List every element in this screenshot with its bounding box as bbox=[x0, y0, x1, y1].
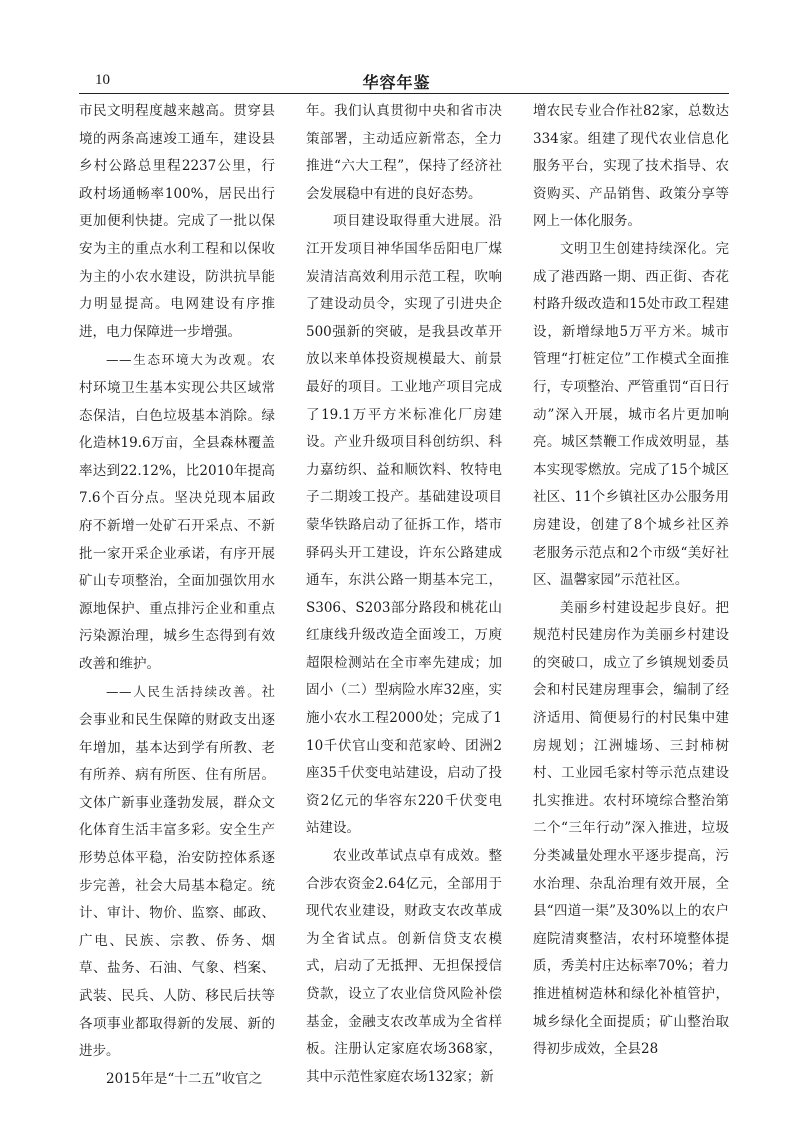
paragraph bbox=[79, 346, 275, 678]
column-1 bbox=[79, 98, 275, 1108]
paragraph-body: 农村环境卫生基本实现公共区域常态保洁，白色垃圾基本消除。绿化造林19.6万亩，全县森林覆盖率达到22.12%，比2010年提高7.6个百分点。坚决兑现本届政府不新增一处矿石开采点、不新批一家开采企业承诺，有序开展矿山专项整治，全面加强饮用水源地保护、重点排污企业和重点污染源治理，城乡生态得到有效改善和维护。 bbox=[79, 352, 275, 672]
paragraph: 市民文明程度越来越高。贯穿县境的两条高速竣工通车，建设县乡村公路总里程2237公里，行政村场通畅率100%，居民出行更加便利快捷。完成了一批以保安为主的重点水利工程和以保收为主的小农水建设，防洪抗旱能力明显提高。电网建设有序推进，电力保障进一步增强。 bbox=[79, 103, 275, 340]
paragraph: 文明卫生创建持续深化。完成了港西路一期、西正街、杏花村路升级改造和15处市政工程建设，新增绿地5万平方米。城市管理“打桩定位”工作模式全面推行，专项整治、严管重罚“百日行动”深入开展，城市名片更加响亮。城区禁鞭工作成效明显，基本实现零燃放。完成了15个城区社区、11个乡镇社区办公服务用房建设，创建了8个城乡社区养老服务示范点和2个市级“美好社区、温馨家园”示范社区。 bbox=[533, 240, 729, 589]
column-3 bbox=[533, 98, 729, 1108]
paragraph bbox=[79, 678, 275, 1065]
section-lead: ——生态环境大为改观。 bbox=[106, 352, 262, 368]
column-2 bbox=[306, 98, 502, 1108]
header-rule bbox=[79, 93, 729, 94]
paragraph: 农业改革试点卓有成效。整合涉农资金2.64亿元，全部用于现代农业建设，财政支农改革成为全省试点。创新信贷支农模式，启动了无抵押、无担保授信贷款，设立了农业信贷风险补偿基金，金融支农改革成为全省样板。注册认定家庭农场368家，其中示范性家庭农场132家；新 bbox=[306, 848, 502, 1085]
paragraph: 美丽乡村建设起步良好。把规范村民建房作为美丽乡村建设的突破口，成立了乡镇规划委员会和村民建房理事会，编制了经济适用、简便易行的村民集中建房规划；江洲墟场、三封柿树村、工业园毛家村等示范点建设扎实推进。农村环境综合整治第二个“三年行动”深入推进，垃圾分类减量处理水平逐步提高，污水治理、杂乱治理有效开展，全县“四道一渠”及30%以上的农户庭院清爽整洁，农村环境整体提质，秀美村庄达标率70%；着力推进植树造林和绿化补植管护，城乡绿化全面提质；矿山整治取得初步成效，全县28 bbox=[533, 599, 729, 1058]
paragraph: 年。我们认真贯彻中央和省市决策部署，主动适应新常态，全力推进“六大工程”，保持了经济社会发展稳中有进的良好态势。 bbox=[306, 103, 502, 202]
paragraph: 增农民专业合作社82家，总数达334家。组建了现代农业信息化服务平台，实现了技术指导、农资购买、产品销售、政策分享等网上一体化服务。 bbox=[533, 103, 729, 230]
paragraph-body: 社会事业和民生保障的财政支出逐年增加，基本达到学有所教、老有所养、病有所医、住有所居。文体广新事业蓬勃发展，群众文化体育生活丰富多彩。安全生产形势总体平稳，治安防控体系逐步完善，社会大局基本稳定。统计、审计、物价、监察、邮政、广电、民族、宗教、侨务、烟草、盐务、石油、气象、档案、武装、民兵、人防、移民后扶等各项事业都取得新的发展、新的进步。 bbox=[79, 684, 275, 1060]
paragraph: 项目建设取得重大进展。沿江开发项目神华国华岳阳电厂煤炭清洁高效利用示范工程，吹响了建设动员令，实现了引进央企500强新的突破，是我县改革开放以来单体投资规模最大、前景最好的项目。工业地产项目完成了19.1万平方米标准化厂房建设。产业升级项目科创纺织、科力嘉纺织、益和顺饮料、牧特电子二期竣工投产。基础建设项目蒙华铁路启动了征拆工作，塔市驿码头开工建设，许东公路建成通车，东洪公路一期基本完工，S306、S203部分路段和桃花山红康线升级改造全面竣工，万庾超限检测站在全市率先建成；加固小（二）型病险水库32座，实施小农水工程2000处；完成了110千伏官山变和范家岭、团洲2座35千伏变电站建设，启动了投资2亿元的华容东220千伏变电站建设。 bbox=[306, 213, 502, 837]
paragraph: 2015年是“十二五”收官之 bbox=[106, 1070, 263, 1087]
section-lead: ——人民生活持续改善。 bbox=[106, 684, 262, 700]
page-number: 10 bbox=[95, 72, 110, 88]
running-title: 华容年鉴 bbox=[362, 73, 431, 92]
